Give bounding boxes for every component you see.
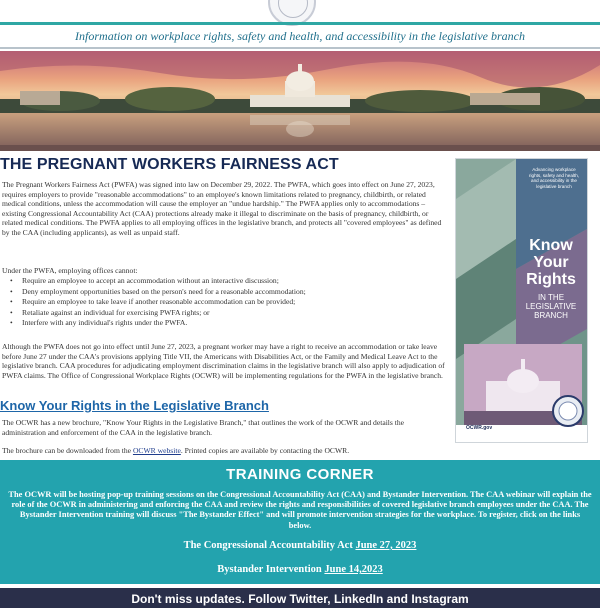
training-corner-section — [0, 460, 600, 584]
list-intro: Under the PWFA, employing offices cannot: — [2, 266, 138, 275]
pwfa-intro-paragraph: The Pregnant Workers Fairness Act (PWFA) was signed into law on December 29, 2022. The PWFA, which goes into effect on June 27, 2023, requires employers to provide "reasonable accommodations" to an employee's known limitations related to pregnancy, childbirth, or related medical conditions, unless the accommodation will cause the employer an "undue hardship." The PWFA applies only to accommodations – existing Congressional Accountability Act (CAA) protections already make it illegal to discriminate on the basis of pregnancy, childbirth, or related medical conditions. The PWFA applies to all employing offices in the legislative branch, and protects all "covered employees" as defined by the CAA (including applicants), as well as unpaid staff. — [2, 180, 442, 237]
prohibitions-list — [20, 276, 450, 329]
brochure-cover-image[interactable] — [455, 158, 588, 443]
list-item: • Interfere with any individual's rights under the PWFA. — [20, 318, 450, 328]
brochure-title: Know Your Rights — [526, 237, 576, 288]
know-your-rights-heading[interactable]: Know Your Rights in the Legislative Branch — [0, 398, 269, 413]
capitol-banner-image — [0, 51, 600, 151]
bystander-session-label: Bystander Intervention — [217, 564, 325, 575]
teal-divider — [0, 22, 600, 25]
bystander-session — [0, 564, 600, 575]
list-item: • Require an employee to take leave if another reasonable accommodation can be provided; — [20, 297, 450, 307]
gray-divider — [0, 47, 600, 49]
list-item: • Retaliate against an individual for exercising PWFA rights; or — [20, 308, 450, 318]
caa-session-label: The Congressional Accountability Act — [183, 540, 356, 551]
brochure-download-line — [2, 446, 450, 456]
ocwr-website-link[interactable]: OCWR website — [132, 446, 181, 455]
caa-session — [0, 540, 600, 551]
training-title: TRAINING CORNER — [226, 466, 374, 483]
top-bar — [0, 0, 600, 28]
brochure-description: The OCWR has a new brochure, "Know Your Rights in the Legislative Branch," that outlines the work of the OCWR and details the administration and enforcement of the CAA in the legislative branch. — [2, 418, 405, 437]
training-description: The OCWR will be hosting pop-up training sessions on the Congressional Accountability Act (CAA) and Bystander Intervention. The CAA webinar will explain the role of the OCWR in administering and enforcing the CAA and review the rights and responsibilities of covered legislative branch employees under the CAA. The Bystander Intervention training will discuss "The Bystander Effect" and will promote intervention strategies for the workplace. To register, click on the links below. — [8, 490, 592, 530]
brochure-tagline: Advancing workplace rights, safety and health, and accessibility in the legislative branch — [528, 167, 580, 189]
download-prefix: The brochure can be downloaded from the — [2, 446, 133, 455]
tagline: Information on workplace rights, safety and health, and accessibility in the legislative branch — [75, 29, 525, 43]
article-title: THE PREGNANT WORKERS FAIRNESS ACT — [0, 156, 339, 173]
brochure-subtitle: IN THE LEGISLATIVE BRANCH — [525, 293, 577, 320]
list-item: • Deny employment opportunities based on the person's need for a reasonable accommodation; — [20, 287, 450, 297]
social-follow-bar[interactable]: Don't miss updates. Follow Twitter, LinkedIn and Instagram — [0, 588, 600, 608]
bystander-session-link[interactable]: June 14,2023 — [324, 564, 383, 575]
download-suffix: . Printed copies are available by contacting the OCWR. — [180, 446, 350, 455]
caa-session-link[interactable]: June 27, 2023 — [355, 540, 417, 551]
brochure-site: OCWR.gov — [466, 425, 493, 431]
list-item: • Require an employee to accept an accommodation without an interactive discussion; — [20, 276, 450, 286]
pwfa-closing-paragraph: Although the PWFA does not go into effect until June 27, 2023, a pregnant worker may have a right to receive an accommodation or take leave before June 27 under the CAA's provisions applying Title VII, the Americans with Disabilities Act, or the Family and Medical Leave Act to the legislative branch. CAA procedures for adjudicating employment discrimination claims in the legislative branch will also apply to adjudication of PWFA claims. The Office of Congressional Workplace Rights (OCWR) will be implementing regulations for the PWFA in the legislative branch. — [2, 342, 445, 380]
